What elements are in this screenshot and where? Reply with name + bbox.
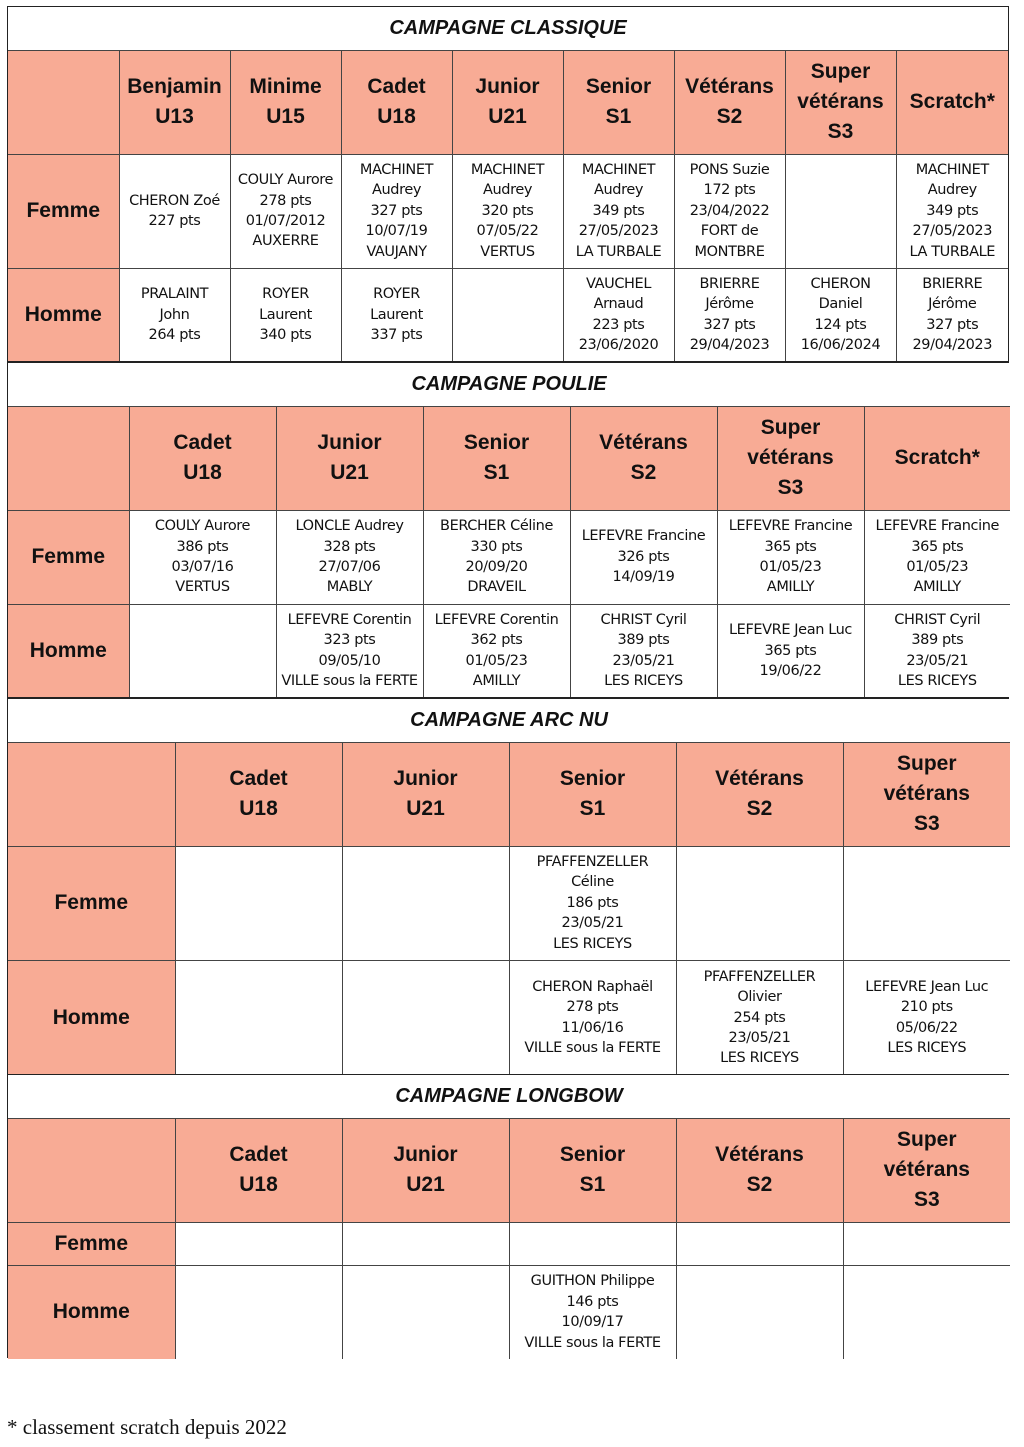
empty-cell [342, 846, 509, 960]
empty-cell [342, 960, 509, 1075]
column-header: Senior S1 [423, 406, 570, 510]
record-cell: PONS Suzie 172 pts 23/04/2022 FORT de MONTBRE [674, 154, 785, 268]
record-cell: ROYER Laurent 340 pts [230, 268, 341, 361]
column-header: Vétérans S2 [674, 50, 785, 154]
section-title: CAMPAGNE POULIE [8, 363, 1010, 406]
empty-cell [175, 1265, 342, 1359]
column-header: Minime U15 [230, 50, 341, 154]
column-header: Junior U21 [452, 50, 563, 154]
records-table [8, 363, 1010, 697]
column-header: Super vétérans S3 [717, 406, 864, 510]
record-cell: CHERON Raphaël 278 pts 11/06/16 VILLE sous la FERTE [509, 960, 676, 1075]
column-header: Cadet U18 [175, 742, 342, 846]
record-cell: LEFEVRE Francine 365 pts 01/05/23 AMILLY [717, 510, 864, 604]
column-header: Junior U21 [276, 406, 423, 510]
footnote: * classement scratch depuis 2022 [7, 1415, 287, 1439]
record-cell: COULY Aurore 386 pts 03/07/16 VERTUS [129, 510, 276, 604]
row-header-femme: Femme [8, 846, 175, 960]
section-title: CAMPAGNE ARC NU [8, 699, 1010, 742]
column-header: Super vétérans S3 [785, 50, 896, 154]
empty-cell [676, 846, 843, 960]
record-cell: MACHINET Audrey 349 pts 27/05/2023 LA TURBALE [563, 154, 674, 268]
record-cell: LONCLE Audrey 328 pts 27/07/06 MABLY [276, 510, 423, 604]
records-table [8, 699, 1010, 1075]
column-header: Vétérans S2 [676, 1118, 843, 1222]
record-cell: BERCHER Céline 330 pts 20/09/20 DRAVEIL [423, 510, 570, 604]
empty-cell [175, 1222, 342, 1265]
record-cell: MACHINET Audrey 320 pts 07/05/22 VERTUS [452, 154, 563, 268]
empty-cell [843, 1222, 1010, 1265]
section-campagne-poulie [7, 362, 1009, 698]
column-header: Junior U21 [342, 742, 509, 846]
record-cell: VAUCHEL Arnaud 223 pts 23/06/2020 [563, 268, 674, 361]
row-header-femme: Femme [8, 510, 129, 604]
column-header: Vétérans S2 [570, 406, 717, 510]
record-cell: LEFEVRE Corentin 323 pts 09/05/10 VILLE sous la FERTE [276, 604, 423, 697]
records-table [8, 1075, 1010, 1359]
record-cell: LEFEVRE Francine 365 pts 01/05/23 AMILLY [864, 510, 1010, 604]
record-cell: ROYER Laurent 337 pts [341, 268, 452, 361]
record-cell: LEFEVRE Corentin 362 pts 01/05/23 AMILLY [423, 604, 570, 697]
column-header: Super vétérans S3 [843, 1118, 1010, 1222]
corner-cell [8, 50, 119, 154]
row-header-homme: Homme [8, 268, 119, 361]
row-header-femme: Femme [8, 154, 119, 268]
column-header: Senior S1 [509, 742, 676, 846]
column-header: Cadet U18 [341, 50, 452, 154]
section-campagne-classique [7, 6, 1009, 362]
record-cell: MACHINET Audrey 327 pts 10/07/19 VAUJANY [341, 154, 452, 268]
empty-cell [129, 604, 276, 697]
record-cell: GUITHON Philippe 146 pts 10/09/17 VILLE sous la FERTE [509, 1265, 676, 1359]
record-cell: CHRIST Cyril 389 pts 23/05/21 LES RICEYS [864, 604, 1010, 697]
record-cell: CHERON Daniel 124 pts 16/06/2024 [785, 268, 896, 361]
corner-cell [8, 1118, 175, 1222]
column-header: Super vétérans S3 [843, 742, 1010, 846]
section-campagne-longbow [7, 1074, 1009, 1358]
column-header: Cadet U18 [129, 406, 276, 510]
column-header: Scratch* [864, 406, 1010, 510]
corner-cell [8, 406, 129, 510]
record-cell: CHRIST Cyril 389 pts 23/05/21 LES RICEYS [570, 604, 717, 697]
record-cell: MACHINET Audrey 349 pts 27/05/2023 LA TURBALE [896, 154, 1008, 268]
empty-cell [342, 1222, 509, 1265]
record-cell: PRALAINT John 264 pts [119, 268, 230, 361]
column-header: Cadet U18 [175, 1118, 342, 1222]
empty-cell [342, 1265, 509, 1359]
empty-cell [452, 268, 563, 361]
section-title: CAMPAGNE LONGBOW [8, 1075, 1010, 1118]
records-table [8, 7, 1008, 361]
record-cell: PFAFFENZELLER Céline 186 pts 23/05/21 LES RICEYS [509, 846, 676, 960]
record-cell: CHERON Zoé 227 pts [119, 154, 230, 268]
record-cell: BRIERRE Jérôme 327 pts 29/04/2023 [674, 268, 785, 361]
record-cell: BRIERRE Jérôme 327 pts 29/04/2023 [896, 268, 1008, 361]
column-header: Senior S1 [509, 1118, 676, 1222]
empty-cell [785, 154, 896, 268]
empty-cell [676, 1265, 843, 1359]
corner-cell [8, 742, 175, 846]
section-campagne-arc-nu [7, 698, 1009, 1074]
row-header-femme: Femme [8, 1222, 175, 1265]
column-header: Senior S1 [563, 50, 674, 154]
record-cell: LEFEVRE Jean Luc 365 pts 19/06/22 [717, 604, 864, 697]
record-cell: COULY Aurore 278 pts 01/07/2012 AUXERRE [230, 154, 341, 268]
empty-cell [676, 1222, 843, 1265]
row-header-homme: Homme [8, 960, 175, 1075]
section-title: CAMPAGNE CLASSIQUE [8, 7, 1008, 50]
record-cell: PFAFFENZELLER Olivier 254 pts 23/05/21 LES RICEYS [676, 960, 843, 1075]
empty-cell [843, 846, 1010, 960]
column-header: Benjamin U13 [119, 50, 230, 154]
record-cell: LEFEVRE Francine 326 pts 14/09/19 [570, 510, 717, 604]
row-header-homme: Homme [8, 604, 129, 697]
empty-cell [175, 846, 342, 960]
empty-cell [843, 1265, 1010, 1359]
column-header: Vétérans S2 [676, 742, 843, 846]
column-header: Junior U21 [342, 1118, 509, 1222]
row-header-homme: Homme [8, 1265, 175, 1359]
column-header: Scratch* [896, 50, 1008, 154]
empty-cell [509, 1222, 676, 1265]
record-cell: LEFEVRE Jean Luc 210 pts 05/06/22 LES RICEYS [843, 960, 1010, 1075]
empty-cell [175, 960, 342, 1075]
